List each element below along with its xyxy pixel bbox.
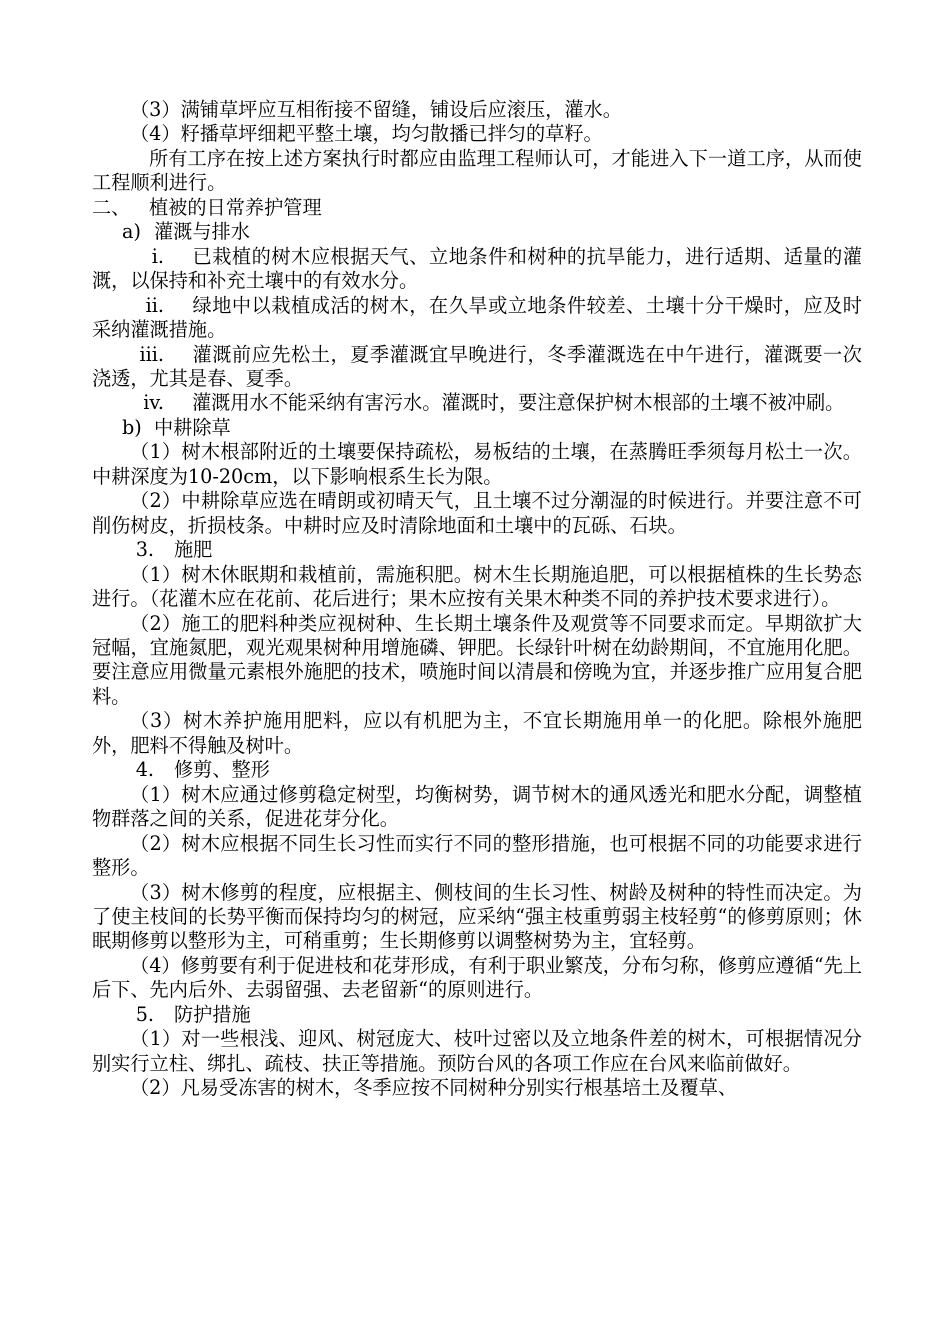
paragraph: （2）树木应根据不同生长习性而实行不同的整形措施，也可根据不同的功能要求进行整形。 bbox=[92, 831, 862, 880]
item-text: 灌溉用水不能采纳有害污水。灌溉时，要注意保护树木根部的土壤不被冲刷。 bbox=[192, 391, 845, 415]
paragraph: （2）凡易受冻害的树木，冬季应按不同树种分别实行根基培土及覆草、 bbox=[130, 1076, 738, 1100]
heading-title: 施肥 bbox=[174, 538, 213, 562]
section-heading bbox=[92, 196, 862, 220]
roman-numeral: ii. bbox=[145, 293, 164, 317]
paragraph: （3）树木修剪的程度，应根据主、侧枝间的生长习性、树龄及树种的特性而决定。为了使主枝间的长势平衡而保持均匀的树冠，应采纳“强主枝重剪弱主枝轻剪“的修剪原则；休眠期修剪以整形为主，可稍重剪；生长期修剪以调整树势为主，宜轻剪。 bbox=[92, 880, 862, 953]
paragraph: （1）树木应通过修剪稳定树型，均衡树势，调节树木的通风透光和肥水分配，调整植物群落之间的关系，促进花芽分化。 bbox=[92, 782, 862, 831]
item-text: 绿地中以栽植成活的树木，在久旱或立地条件较差、土壤十分干燥时，应及时采纳灌溉措施。 bbox=[92, 293, 862, 342]
roman-item bbox=[92, 294, 862, 343]
roman-item bbox=[92, 391, 862, 415]
roman-numeral: i. bbox=[151, 244, 164, 268]
subsection-label: b) bbox=[122, 415, 142, 439]
paragraph: （1）对一些根浅、迎风、树冠庞大、枝叶过密以及立地条件差的树木，可根据情况分别实行立柱、绑扎、疏枝、扶正等措施。预防台风的各项工作应在台风来临前做好。 bbox=[92, 1027, 862, 1075]
numbered-heading bbox=[92, 1003, 862, 1027]
paragraph: （2）施工的肥料种类应视树种、生长期土壤条件及观赏等不同要求而定。早期欲扩大冠幅，宜施氮肥，观光观果树种用增施磷、钾肥。长绿针叶树在幼龄期间，不宜施用化肥。要注意应用微量元素根外施肥的技术，喷施时间以清晨和傍晚为宜，并逐步推广应用复合肥料。 bbox=[92, 611, 862, 708]
paragraph: （3）树木养护施用肥料，应以有机肥为主，不宜长期施用单一的化肥。除根外施肥外，肥料不得触及树叶。 bbox=[92, 709, 862, 757]
heading-number: 4. bbox=[135, 758, 154, 782]
roman-item bbox=[92, 343, 862, 392]
paragraph: （1）树木休眠期和栽植前，需施积肥。树木生长期施追肥，可以根据植株的生长势态进行。（花灌木应在花前、花后进行；果木应按有关果木种类不同的养护技术要求进行）。 bbox=[92, 562, 862, 611]
paragraph: （4）修剪要有利于促进枝和花芽形成，有利于职业繁茂，分布匀称，修剪应遵循“先上后下、先内后外、去弱留强、去老留新“的原则进行。 bbox=[92, 953, 862, 1002]
paragraph: （4）籽播草坪细耙平整土壤，均匀散播已拌匀的草籽。 bbox=[130, 122, 603, 146]
subsection-title: 灌溉与排水 bbox=[154, 220, 250, 244]
section-title: 植被的日常养护管理 bbox=[149, 195, 322, 219]
item-text: 已栽植的树木应根据天气、立地条件和树种的抗旱能力，进行适期、适量的灌溉，以保持和补充土壤中的有效水分。 bbox=[92, 244, 862, 293]
numbered-heading bbox=[92, 538, 862, 562]
roman-numeral: iii. bbox=[139, 342, 164, 366]
paragraph: 所有工序在按上述方案执行时都应由监理工程师认可，才能进入下一道工序，从而使工程顺利进行。 bbox=[92, 146, 862, 195]
roman-item bbox=[92, 245, 862, 294]
item-text: 灌溉前应先松土，夏季灌溉宜早晚进行，冬季灌溉选在中午进行，灌溉要一次浇透，尤其是春、夏季。 bbox=[92, 342, 862, 390]
heading-number: 5. bbox=[135, 1002, 154, 1026]
paragraph: （2）中耕除草应选在晴朗或初晴天气，且土壤不过分潮湿的时候进行。并要注意不可削伤树皮，折损枝条。中耕时应及时清除地面和土壤中的瓦砾、石块。 bbox=[92, 489, 862, 537]
section-number: 二、 bbox=[92, 195, 131, 219]
subsection-heading bbox=[92, 220, 862, 244]
paragraph: （3）满铺草坪应互相衔接不留缝，铺设后应滚压，灌水。 bbox=[130, 98, 622, 121]
subsection-label: a) bbox=[122, 220, 141, 244]
paragraph: （1）树木根部附近的土壤要保持疏松，易板结的土壤，在蒸腾旺季须每月松土一次。中耕深度为10-20cm，以下影响根系生长为限。 bbox=[92, 440, 862, 488]
heading-number: 3. bbox=[135, 538, 154, 562]
subsection-heading bbox=[92, 416, 862, 440]
heading-title: 修剪、整形 bbox=[174, 758, 270, 782]
roman-numeral: iv. bbox=[143, 391, 164, 415]
subsection-title: 中耕除草 bbox=[154, 415, 231, 439]
numbered-heading bbox=[92, 758, 862, 782]
document-body bbox=[92, 98, 862, 1101]
heading-title: 防护措施 bbox=[174, 1002, 251, 1026]
